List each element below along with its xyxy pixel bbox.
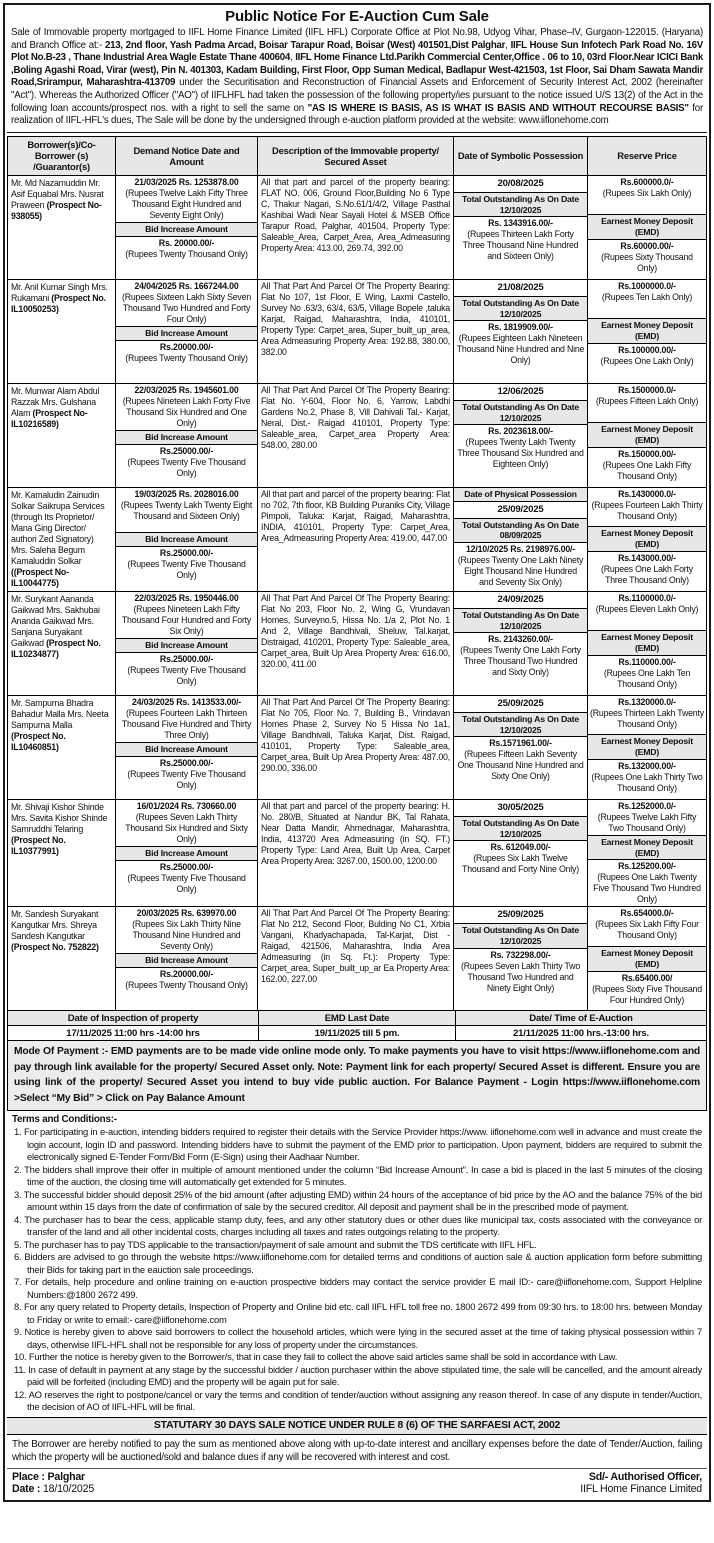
borrower-names: Mr. Munwar Alam Abdul Razzak Mrs. Gulshana Alam — [11, 385, 100, 418]
borrower-cell — [8, 907, 116, 1011]
place-date-block — [12, 1471, 94, 1495]
borrower-cell — [8, 800, 116, 908]
total-outstanding-label: Total Outstanding As On Date 12/10/2025 — [454, 296, 587, 322]
table-row — [8, 592, 706, 696]
property-description-cell: All that part and parcel of the property bearing: FLAT NO. 006, Ground Floor,Building No 6 Type C, Thakur Nagari, S.No.61/1/4/2, Village Pasthal Kashibai Wadi Near Sayali Hotel & MSEB Office Tarapur Road, Palghar, 401504, Property Type: Saleable_Area, Carpet_Area, Area_Admeasuring Property Area: 413.00, 269.74, 392.00 — [258, 176, 454, 280]
reserve-amount: Rs.1500000.0/- — [618, 384, 676, 395]
bid-increase-section — [116, 861, 257, 907]
prospect-number: (Prospect No-938055) — [11, 199, 102, 221]
property-description-cell: All That Part And Parcel Of The Property Bearing: Flat No 212, Second Floor, Bulding No C1, Xrbia Vangani, Khadyachapada, Tal-Karjat, Dist - Raigad, 421506, Maharashtra, India Area Admeasuring (in Sq. Ft.): Property Type: Carpet_area, Super_built_up_ar Ea Property Area: 162.00, 227.00 — [258, 907, 454, 1011]
outstanding-words: (Rupees Eighteen Lakh Nineteen Thousand Nine Hundred and Nine Only) — [456, 333, 585, 366]
outstanding-words: (Rupees Fifteen Lakh Seventy One Thousand Nine Hundred and Sixty One Only) — [457, 749, 584, 782]
demand-notice-cell — [116, 800, 258, 908]
possession-date: 20/08/2025 — [497, 177, 544, 189]
outstanding-section — [454, 949, 587, 1010]
outstanding-words: (Rupees Twenty One Lakh Ninety Eight Thousand Nine Hundred and Seventy Six Only) — [457, 555, 584, 588]
reserve-amount: Rs.1430000.0/- — [618, 488, 676, 499]
bid-increase-words: (Rupees Twenty Five Thousand Only) — [127, 872, 246, 894]
reserve-price-cell — [588, 907, 706, 1011]
demand-section — [116, 907, 257, 953]
demand-amount-words: (Rupees Sixteen Lakh Sixty Seven Thousand Two Hundred and Forty Four Only) — [121, 291, 252, 324]
outstanding-section — [454, 321, 587, 382]
place-value: Palghar — [47, 1471, 85, 1484]
possession-date: 21/08/2025 — [497, 281, 544, 293]
mode-of-payment: Mode Of Payment :- EMD payments are to be made vide online mode only. To make payments you have to visit https://www.iiflonehome.com and pay through link available for the property/ Secured Asset only. Note: Payment link for each property/ Secured Asset is different. Ensure you are using link of the property/ Secured Asset you intend to buy vide public auction. For Balance Payment - Login https://www.iiflonehome.com >Select “My Bid” > Click on Pay Balance Amount — [8, 1041, 706, 1110]
demand-date-amount: 22/03/2025 Rs. 1950446.00 — [134, 592, 239, 603]
notice-page — [3, 3, 711, 1502]
header-borrower: Borrower(s)/Co-Borrower (s) /Guarantor(s) — [8, 137, 116, 176]
intro-segment: for realization of IIFL-HFL's dues, The Sale will be done by the undersigned through e-auction platform provided at the website: www.iiflonehome.com — [11, 102, 703, 127]
bid-increase-section — [116, 445, 257, 487]
borrower-names: Mr. Md Nazamuddin Mr. Asif Equabal Mrs. Nusrat Praween — [11, 177, 104, 210]
borrower-cell — [8, 488, 116, 592]
possession-cell — [454, 696, 588, 800]
reserve-section — [588, 176, 706, 215]
terms-item: Notice is hereby given to above said borrowers to collect the household articles, which were lying in the secured asset at the time of taking physical possession within 7 days, otherwise IIFL-HFL shall not be responsible for any loss of property under the circumstances. — [24, 1326, 702, 1350]
demand-date-amount: 21/03/2025 Rs. 1253878.00 — [134, 176, 239, 187]
emd-words: (Rupees One Lakh Forty Three Thousand Only) — [601, 564, 693, 586]
bid-increase-label: Bid Increase Amount — [116, 222, 257, 237]
emd-words: (Rupees One Lakh Thirty Two Thousand Only) — [591, 772, 703, 794]
demand-section — [116, 176, 257, 222]
terms-item: The successful bidder should deposit 25% of the bid amount (after adjusting EMD) within 24 hours of the acceptance of bid price by the AO and the balance 75% of the bid amount within 15 days from the date of confirmation of sale by the secured creditor. All deposit and payment shall be in the prescribed mode of payment. — [23, 1188, 702, 1213]
reserve-section — [588, 488, 706, 527]
prospect-number: ((Prospect No-IL10044775) — [11, 566, 69, 588]
demand-date-amount: 19/03/2025 Rs. 2028016.00 — [134, 488, 239, 499]
borrower-names: Mr. Sampurna Bhadra Bahadur Malla Mrs. Neeta Sampurna Malla — [11, 697, 109, 730]
emd-section — [588, 860, 706, 906]
reserve-words: (Rupees Ten Lakh Only) — [601, 291, 693, 302]
authorised-officer-block — [580, 1471, 702, 1495]
terms-item: The bidders shall improve their offer in multiple of amount mentioned under the column “Bid Increase Amount”. In case a bid is placed in the last 5 minutes of the closing time of the auction, the closing time will automatically get extended for 5 minutes. — [24, 1163, 703, 1188]
table-row — [8, 696, 706, 800]
demand-section — [116, 280, 257, 326]
reserve-words: (Rupees Fifteen Lakh Only) — [595, 395, 699, 406]
outstanding-section — [454, 737, 587, 798]
emd-section — [588, 240, 706, 279]
emd-amount: Rs.125200.00/- — [618, 861, 676, 872]
bid-increase-amount: Rs.20000.00/- — [159, 341, 214, 352]
outstanding-amount: Rs. 1343916.00/- — [488, 218, 553, 229]
bid-increase-section — [116, 757, 257, 799]
prospect-number: (Prospect No. 752822) — [11, 942, 99, 953]
bid-increase-section — [116, 237, 257, 279]
date-value: 18/10/2025 — [42, 1483, 95, 1496]
emd-amount: Rs.60000.00/- — [620, 241, 674, 252]
outstanding-section — [454, 841, 587, 906]
table-row — [8, 384, 706, 488]
demand-notice-cell — [116, 280, 258, 384]
demand-section — [116, 696, 257, 742]
reserve-price-cell — [588, 280, 706, 384]
demand-amount-words: (Rupees Twenty Lakh Twenty Eight Thousand and Sixteen Only) — [120, 499, 253, 521]
bid-increase-words: (Rupees Twenty Thousand Only) — [125, 352, 248, 363]
bid-increase-section — [116, 653, 257, 695]
reserve-section — [588, 592, 706, 631]
total-outstanding-label: Total Outstanding As On Date 12/10/2025 — [454, 192, 587, 218]
outstanding-words: (Rupees Seven Lakh Thirty Two Thousand Two Hundred and Ninety Eight Only) — [460, 961, 581, 994]
terms-item: For details, help procedure and online training on e-auction prospective bidders may contact the service provider E mail ID:- care@iiflonehome.com, Support Helpline Numbers:@1800 2672 499. — [24, 1276, 703, 1300]
reserve-amount: Rs.654000.0/- — [620, 908, 674, 919]
bid-increase-amount: Rs.25000.00/- — [159, 757, 214, 768]
outstanding-amount: Rs. 612049.00/- — [490, 842, 551, 853]
reserve-section — [588, 696, 706, 735]
possession-cell — [454, 800, 588, 908]
eauction-datetime-value: 21/11/2025 11:00 hrs.-13:00 hrs. — [456, 1026, 706, 1041]
terms-heading: Terms and Conditions:- — [12, 1114, 117, 1126]
reserve-price-cell — [588, 176, 706, 280]
emd-amount: Rs.132000.00/- — [618, 761, 676, 772]
intro-bold-segment: IIFL Home Finance Ltd.Parikh Commercial Center,Office . 06 to 10, 03rd Floor.Near ICICI Bank ,Boling Agashi Road, Virar (west), Pin N. 401303, Kadam Building, First Floor, Opp Suman Medical, Badlapur West-421503, 1st Floor, Sai Dham Sawata Mandir Road,Srirampur, Maharashtra-413709 — [11, 52, 704, 89]
reserve-section — [588, 800, 706, 835]
property-description-cell: All That Part And Parcel Of The Property Bearing: Flat No. Y-604, Floor No. 6, Yarrow, Labdhi Gardens No.2, Phase 8, Vill Dahivali Tal.- Karjat, Neral, Dist.- Raigad 410101, Property Type: Saleable_area, Carpet_area Property Area: 548.00, 280.00 — [258, 384, 454, 488]
inspection-date-value: 17/11/2025 11:00 hrs -14:00 hrs — [8, 1026, 259, 1041]
emd-words: (Rupees One Lakh Ten Thousand Only) — [603, 668, 691, 690]
emd-section — [588, 448, 706, 487]
outstanding-words: (Rupees Twenty Lakh Twenty Three Thousand Six Hundred and Eighteen Only) — [457, 437, 584, 470]
inspection-date-label: Date of Inspection of property — [8, 1011, 259, 1026]
outstanding-amount: Rs. 1819909.00/- — [488, 322, 553, 333]
demand-section — [116, 592, 257, 638]
emd-label: Earnest Money Deposit (EMD) — [588, 630, 706, 656]
intro-segment: , — [290, 52, 296, 64]
reserve-price-cell — [588, 384, 706, 488]
possession-cell — [454, 280, 588, 384]
bid-increase-words: (Rupees Twenty Thousand Only) — [125, 980, 248, 991]
possession-cell — [454, 176, 588, 280]
borrower-cell — [8, 384, 116, 488]
outstanding-section — [454, 217, 587, 278]
reserve-price-cell — [588, 488, 706, 592]
page-title: Public Notice For E-Auction Cum Sale — [225, 8, 489, 25]
emd-label: Earnest Money Deposit (EMD) — [588, 214, 706, 240]
prospect-number: (Prospect No. IL10460851) — [11, 730, 66, 752]
possession-date: 30/05/2025 — [497, 801, 544, 813]
borrower-cell — [8, 696, 116, 800]
bid-increase-label: Bid Increase Amount — [116, 638, 257, 653]
bid-increase-words: (Rupees Twenty Thousand Only) — [125, 248, 248, 259]
demand-date-amount: 16/01/2024 Rs. 730660.00 — [136, 800, 237, 811]
reserve-words: (Rupees Twelve Lakh Fifty Two Thousand Only) — [597, 811, 697, 833]
reserve-words: (Rupees Thirteen Lakh Twenty Thousand Only) — [590, 707, 704, 729]
borrower-cell — [8, 280, 116, 384]
intro-segment: Sale of Immovable property mortgaged to IIFL Home Finance Limited (IIFL HFL) Corporate Office at Plot No.98, Udyog Vihar, Phase–IV, Gurgaon-122015. (Haryana) and Branch Office at:- — [11, 27, 703, 51]
intro-bold-segment: "AS IS WHERE IS BASIS, AS IS WHAT IS BASIS AND WITHOUT RECOURSE BASIS" — [307, 102, 689, 114]
bid-increase-section — [116, 341, 257, 383]
possession-cell — [454, 488, 588, 592]
terms-item: Further the notice is hereby given to the Borrower/s, that in case they fail to collect the above said articles same shall be sold in accordance with Law. — [28, 1351, 618, 1363]
bid-increase-label: Bid Increase Amount — [116, 742, 257, 757]
demand-notice-cell — [116, 488, 258, 592]
possession-date: 25/09/2025 — [497, 909, 544, 921]
emd-words: (Rupees Sixty Thousand Only) — [601, 252, 693, 274]
property-description-cell: All that part and parcel of the property bearing: Flat no 702, 7th floor, KB Building Puraniks City, Village Pimpoli, Taluka: Karjat, Raigad, Maharashtra, INDIA, 410101, Property Type: Carpet_Area, Area_Admeasuring Property Area: 419.00, 447.00 — [258, 488, 454, 592]
total-outstanding-label: Total Outstanding As On Date 12/10/2025 — [454, 400, 587, 426]
outstanding-section — [454, 425, 587, 486]
emd-amount: Rs.65400.00/ — [621, 972, 673, 983]
outstanding-section — [454, 633, 587, 694]
demand-amount-words: (Rupees Fourteen Lakh Thirteen Thousand Five Hundred and Thirty Three Only) — [121, 707, 252, 740]
demand-notice-cell — [116, 696, 258, 800]
reserve-section — [588, 384, 706, 423]
bid-increase-section — [116, 968, 257, 1010]
table-row — [8, 800, 706, 908]
bid-increase-amount: Rs.25000.00/- — [159, 547, 214, 558]
emd-words: (Rupees One Lakh Fifty Thousand Only) — [602, 460, 692, 482]
bid-increase-label: Bid Increase Amount — [116, 846, 257, 861]
outstanding-words: (Rupees Thirteen Lakh Forty Three Thousand Nine Hundred and Sixteen Only) — [462, 229, 579, 262]
reserve-price-cell — [588, 592, 706, 696]
borrower-names: Mr. Anil Kumar Singh Mrs. Rukamani — [11, 281, 108, 303]
reserve-words: (Rupees Eleven Lakh Only) — [595, 603, 699, 614]
borrower-cell — [8, 176, 116, 280]
terms-item: In case of default in payment at any stage by the successful bidder / auction purchaser within the above stipulated time, the sale will be cancelled, and the amount already paid will be forfeited (including EMD) and the property will be again put for sale. — [27, 1363, 702, 1388]
prospect-number: (Prospect No. IL10377991) — [11, 834, 66, 856]
property-description-cell: All That Part And Parcel Of The Property Bearing: Flat No 705, Floor No. 7, Building B., Vrindavan Homes Phase 2, Survey No 5 Hissa No 1a1, Village Bandhivali, Taluka Karjat, Dist. Raigad, 410101, Property Type: Saleable_area, Carpet_area, Built Up Area Property Area: 487.00, 290.00, 336.00 — [258, 696, 454, 800]
demand-section — [116, 384, 257, 430]
outstanding-amount: Rs.1571961.00/- — [489, 738, 552, 749]
emd-amount: Rs.110000.00/- — [618, 657, 676, 668]
header-symbolic-possession: Date of Symbolic Possession — [454, 137, 588, 176]
demand-notice-cell — [116, 907, 258, 1011]
reserve-price-cell — [588, 800, 706, 908]
terms-and-conditions — [7, 1111, 707, 1417]
demand-date-amount: 24/04/2025 Rs. 1667244.00 — [134, 280, 239, 291]
eauction-datetime-label: Date/ Time of E-Auction — [456, 1011, 706, 1026]
table-row — [8, 907, 706, 1011]
terms-item: The purchaser has to pay TDS applicable to the transaction/payment of sale amount and submit the TDS certificate with IIFL HFL. — [23, 1238, 537, 1250]
borrower-names: Mr. Surykant Aananda Gaikwad Mrs. Sakhubai Ananda Gaikwad Mrs. Sanjana Suryakant Gaikwad — [11, 593, 100, 648]
header-reserve-price: Reserve Price — [588, 137, 706, 176]
demand-amount-words: (Rupees Six Lakh Thirty Nine Thousand Nine Hundred and Seventy Only) — [132, 919, 241, 952]
emd-section — [588, 656, 706, 695]
borrower-names: Mr. Shivaji Kishor Shinde Mrs. Savita Kishor Shinde Samruddhi Telaring — [11, 801, 108, 834]
bid-increase-amount: Rs.25000.00/- — [159, 445, 214, 456]
company-name: IIFL Home Finance Limited — [580, 1483, 702, 1496]
demand-date-amount: 24/03/2025 Rs. 1413533.00/- — [131, 696, 242, 707]
bid-increase-amount: Rs.20000.00/- — [159, 969, 214, 980]
possession-cell — [454, 907, 588, 1011]
emd-words: (Rupees One Lakh Only) — [600, 356, 694, 367]
emd-label: Earnest Money Deposit (EMD) — [588, 526, 706, 552]
statutory-notice-heading: STATUTARY 30 DAYS SALE NOTICE UNDER RULE 8 (6) OF THE SARFAESI ACT, 2002 — [7, 1417, 707, 1435]
table-body — [8, 176, 706, 1012]
bid-increase-label: Bid Increase Amount — [116, 532, 257, 547]
demand-amount-words: (Rupees Nineteen Lakh Fifty Thousand Four Hundred and Forty Six Only) — [121, 603, 252, 636]
reserve-amount: Rs.1100000.0/- — [618, 592, 676, 603]
borrower-names: Mr. Sandesh Suryakant Kangutkar Mrs. Shreya Sandesh Kangutkar — [11, 909, 99, 942]
schedule-label-row — [8, 1011, 706, 1026]
table-header-row — [8, 137, 706, 176]
bid-increase-words: (Rupees Twenty Five Thousand Only) — [127, 664, 246, 686]
emd-section — [588, 552, 706, 591]
total-outstanding-label: Total Outstanding As On Date 12/10/2025 — [454, 608, 587, 634]
emd-label: Earnest Money Deposit (EMD) — [588, 835, 706, 861]
emd-last-date-value: 19/11/2025 till 5 pm. — [259, 1026, 456, 1041]
officer-signature: Sd/- Authorised Officer, — [588, 1471, 702, 1484]
total-outstanding-label: Total Outstanding As On Date 08/09/2025 — [454, 518, 587, 544]
reserve-section — [588, 280, 706, 319]
intro-paragraph — [7, 26, 707, 133]
intro-bold-segment: IIFL House Sun Infotech Park Road No. 16V Plot No.B-23 , Thane Industrial Area Wagle Estate Thane 400604 — [11, 39, 704, 64]
total-outstanding-label: Total Outstanding As On Date 12/10/2025 — [454, 923, 587, 949]
terms-item: For any query related to Property details, Inspection of Property and Online bid etc. call IIFL HFL toll free no. 1800 2672 499 from 09:30 hrs. to 18:00 hrs. between Monday to Friday or write to email:- care@iiflonehome.com — [23, 1301, 703, 1325]
emd-words: (Rupees Sixty Five Thousand Four Hundred Only) — [592, 983, 702, 1005]
emd-section — [588, 760, 706, 799]
total-outstanding-label: Total Outstanding As On Date 12/10/2025 — [454, 712, 587, 738]
intro-bold-segment: 213, 2nd floor, Yash Padma Arcad, Boisar Tarapur Road, Boisar (West) 401501,Dist Palghar — [104, 39, 506, 51]
emd-amount: Rs.100000.00/- — [618, 345, 676, 356]
possession-date: 25/09/2025 — [497, 697, 544, 709]
place-label: Place : — [12, 1471, 45, 1484]
bid-increase-amount: Rs.25000.00/- — [159, 653, 214, 664]
reserve-section — [588, 907, 706, 946]
possession-date: 12/06/2025 — [497, 385, 544, 397]
table-row — [8, 488, 706, 592]
bid-increase-words: (Rupees Twenty Five Thousand Only) — [127, 558, 246, 580]
bid-increase-section — [116, 547, 257, 591]
demand-section — [116, 488, 257, 532]
bid-increase-label: Bid Increase Amount — [116, 953, 257, 968]
bid-increase-label: Bid Increase Amount — [116, 430, 257, 445]
reserve-words: (Rupees Six Lakh Fifty Four Thousand Only) — [595, 919, 699, 941]
date-label: Date : — [12, 1483, 41, 1496]
property-description-cell: All That Part And Parcel Of The Property Bearing: Flat No 107, 1st Floor, E Wing, Laxmi Castello, Survey No .63/3, 63/4, 63/5, Village Bopele ,taluka Karjat, Raigad, Maharashtra, India, 410101, Property Type: Carpet_area, Super_built_up_area, Area Admeasuring Property Area: 192.88, 380.00, 382.00 — [258, 280, 454, 384]
outstanding-words: (Rupees Six Lakh Twelve Thousand and Forty Nine Only) — [462, 853, 579, 875]
header-demand-notice: Demand Notice Date and Amount — [116, 137, 258, 176]
property-description-cell: All That Part And Parcel Of The Property Bearing: Flat No 203, Floor No. 2, Wing G, Vrundavan Homes, Surveyno.5, Hissa No. 1/a 2, Plot No. 1 And 2, Village Bandhivali, Sheluw, Tal.karjat, Distraigad, 410201, Property Type: Saleable_area, Carpet_area, Built Up Area Property Area: 616.00, 320.00, 411.00 — [258, 592, 454, 696]
table-row — [8, 280, 706, 384]
auction-table — [7, 136, 707, 1111]
possession-date: 24/09/2025 — [497, 593, 544, 605]
bid-increase-words: (Rupees Twenty Five Thousand Only) — [127, 768, 246, 790]
emd-section — [588, 344, 706, 383]
bid-increase-amount: Rs. 20000.00/- — [158, 237, 215, 248]
possession-cell — [454, 592, 588, 696]
outstanding-amount: Rs. 732298.00/- — [490, 950, 551, 961]
date-line — [12, 1483, 94, 1495]
terms-item: The purchaser has to bear the cess, applicable stamp duty, fees, and any other statutory dues or other dues like municipal tax, costs associated with the conveyance or transfer of the land and all other incidental costs, charges including all taxes and rates outgoings relating to the property. — [24, 1213, 703, 1238]
reserve-amount: Rs.1252000.0/- — [618, 800, 676, 811]
demand-amount-words: (Rupees Twelve Lakh Fifty Three Thousand Eight Hundred and Seventy Eight Only) — [125, 187, 248, 220]
signoff-block — [7, 1468, 707, 1498]
reserve-words: (Rupees Fourteen Lakh Thirty Thousand Only) — [591, 499, 703, 521]
final-notice-paragraph: The Borrower are hereby notified to pay the sum as mentioned above along with up-to-date interest and ancillary expenses before the date of Tender/Auction, failing which the property will be auctioned/sold and balance dues if any will be recovered with interest and cost. — [12, 1438, 702, 1463]
emd-label: Earnest Money Deposit (EMD) — [588, 422, 706, 448]
physical-possession-label: Date of Physical Possession — [454, 488, 587, 502]
header-description: Description of the Immovable property/ Secured Asset — [258, 137, 454, 176]
demand-amount-words: (Rupees Nineteen Lakh Forty Five Thousand Six Hundred and One Only) — [122, 395, 251, 428]
outstanding-section — [454, 543, 587, 590]
terms-item: AO reserves the right to postpone/cancel or vary the terms and condition of tender/auction without assigning any reason thereof. In case of any dispute in tender/Auction, the decision of AO of IIFL-HFL will be final. — [27, 1388, 703, 1413]
terms-list — [12, 1126, 702, 1414]
demand-amount-words: (Rupees Seven Lakh Thirty Thousand Six Hundred and Sixty Only) — [125, 811, 248, 844]
emd-amount: Rs.150000.00/- — [618, 449, 676, 460]
total-outstanding-label: Total Outstanding As On Date 12/10/2025 — [454, 816, 587, 842]
table-row — [8, 176, 706, 280]
property-description-cell: All that part and parcel of the property bearing: H. No. 280/B, Situated at Nandur BK, Tal Rahata, Near Datta Mandir, Ahmednagar, Maharashtra, India, 413720 Area Admeasuring (in SQ. FT.) Property Type: Land Area, Built Up Area, Carpet Area Property Area: 3267.00, 1500.00, 1200.00 — [258, 800, 454, 908]
outstanding-amount: 12/10/2025 Rs. 2198976.00/- — [465, 544, 576, 555]
emd-label: Earnest Money Deposit (EMD) — [588, 318, 706, 344]
schedule-value-row — [8, 1026, 706, 1041]
place-line — [12, 1471, 94, 1483]
intro-segment: , — [505, 39, 511, 51]
intro-segment: under the Securitisation and Reconstruction of Financial Assets and Enforcement of Security Interest Act, 2002 (hereinafter "Act"). Whereas the Authorized Officer ("AO") of IIFLHFL had taken the possession of the following property/ies pursuant to the notice issued U/S 13(2) of the Act in the following loan accounts/prospect nos. with a right to sell the same on — [11, 77, 703, 114]
terms-item: For participating in e-auction, intending bidders required to register their details with the Service Provider https://www. iiflonehome.com well in advance and must create the login account, login ID and password. Intending bidders have to submit the payment of the EMD prior to participation. Upon payment, bidders are required to submit the electronically signed E-Tender Form/Bid Form (E-Sign) using their Aadhaar Number. — [24, 1126, 703, 1163]
bid-increase-label: Bid Increase Amount — [116, 326, 257, 341]
reserve-amount: Rs.1000000.0/- — [618, 280, 676, 291]
demand-notice-cell — [116, 384, 258, 488]
emd-label: Earnest Money Deposit (EMD) — [588, 734, 706, 760]
prospect-number: (Prospect No-IL10216589) — [11, 407, 88, 429]
bid-increase-words: (Rupees Twenty Five Thousand Only) — [127, 456, 246, 478]
emd-amount: Rs.143000.00/- — [618, 553, 676, 564]
prospect-number: (Prospect No. IL10050253) — [11, 292, 106, 314]
demand-section — [116, 800, 257, 846]
reserve-amount: Rs.1320000.0/- — [618, 696, 676, 707]
demand-date-amount: 22/03/2025 Rs. 1945601.00 — [134, 384, 239, 395]
emd-label: Earnest Money Deposit (EMD) — [588, 946, 706, 972]
outstanding-words: (Rupees Twenty One Lakh Forty Three Thousand Two Hundred and Sixty Only) — [460, 645, 581, 678]
outstanding-amount: Rs. 2143260.00/- — [488, 634, 553, 645]
possession-date: 25/09/2025 — [497, 503, 544, 515]
emd-words: (Rupees One Lakh Twenty Five Thousand Two Hundred Only) — [593, 872, 701, 905]
reserve-price-cell — [588, 696, 706, 800]
outstanding-amount: Rs. 2023618.00/- — [488, 426, 553, 437]
reserve-words: (Rupees Six Lakh Only) — [602, 187, 692, 198]
emd-section — [588, 972, 706, 1011]
prospect-number: (Prospect No. IL10234877) — [11, 637, 101, 659]
borrower-names: Mr. Kamaludin Zainudin Solkar Saikrupa Services (through Its Proprietor/ Mana Ging Director/ authori Zed Signatory) Mrs. Saleha Begum Kamaluddin Solkar — [11, 489, 105, 566]
demand-notice-cell — [116, 592, 258, 696]
bid-increase-amount: Rs.25000.00/- — [159, 861, 214, 872]
demand-notice-cell — [116, 176, 258, 280]
terms-item: Bidders are advised to go through the website https://www.iiflonehome.com for detailed terms and conditions of auction sale & auction application form before submitting their Bids for taking part in the eauction sale proceedings. — [24, 1251, 702, 1275]
possession-cell — [454, 384, 588, 488]
demand-date-amount: 20/03/2025 Rs. 639970.00 — [136, 908, 237, 919]
borrower-cell — [8, 592, 116, 696]
emd-last-date-label: EMD Last Date — [259, 1011, 456, 1026]
reserve-amount: Rs.600000.0/- — [620, 176, 674, 187]
